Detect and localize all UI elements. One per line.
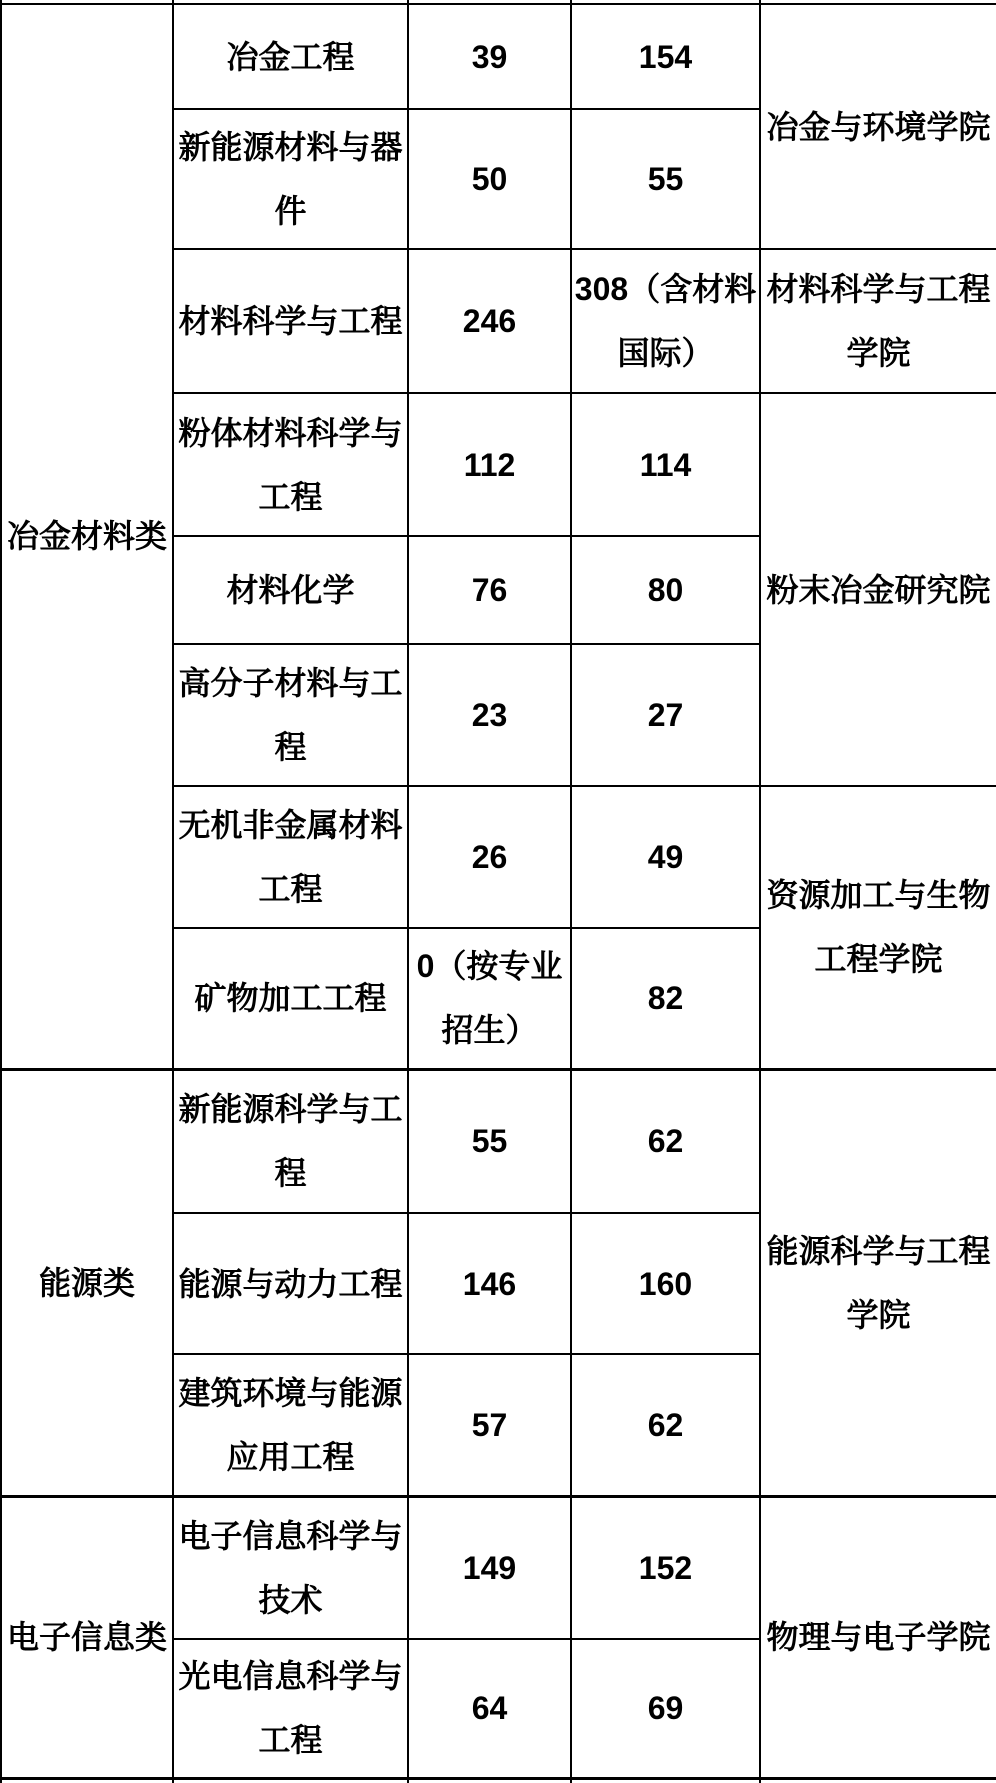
college-cell: 能源科学与工程学院	[760, 1069, 996, 1496]
major-cell: 新能源科学与工程	[173, 1069, 408, 1213]
cutoff-cell	[173, 1778, 408, 1783]
value1-cell: 57	[408, 1354, 571, 1496]
value1-cell: 39	[408, 4, 571, 109]
major-cell: 高分子材料与工程	[173, 644, 408, 786]
value2-cell: 62	[571, 1354, 760, 1496]
cutoff-cell	[571, 1778, 760, 1783]
value2-cell: 69	[571, 1639, 760, 1778]
value1-cell: 0（按专业招生）	[408, 928, 571, 1069]
major-cell: 无机非金属材料工程	[173, 786, 408, 928]
value2-cell: 80	[571, 536, 760, 644]
college-cell: 材料科学与工程学院	[760, 249, 996, 393]
cutoff-cell	[760, 1778, 996, 1783]
college-cell: 冶金与环境学院	[760, 4, 996, 249]
value2-cell: 154	[571, 4, 760, 109]
category-cell: 冶金材料类	[1, 4, 173, 1069]
category-cell: 电子信息类	[1, 1496, 173, 1778]
table-row	[1, 1496, 996, 1639]
table-row-cutoff-bottom	[1, 1778, 996, 1783]
value1-cell: 23	[408, 644, 571, 786]
major-cell: 矿物加工工程	[173, 928, 408, 1069]
major-cell: 光电信息科学与工程	[173, 1639, 408, 1778]
major-cell: 新能源材料与器件	[173, 109, 408, 249]
value1-cell: 149	[408, 1496, 571, 1639]
major-cell: 能源与动力工程	[173, 1213, 408, 1354]
value2-cell: 82	[571, 928, 760, 1069]
major-cell: 电子信息科学与技术	[173, 1496, 408, 1639]
value1-cell: 76	[408, 536, 571, 644]
table-row	[1, 4, 996, 109]
value2-cell: 114	[571, 393, 760, 536]
category-cell: 能源类	[1, 1069, 173, 1496]
major-cell: 建筑环境与能源应用工程	[173, 1354, 408, 1496]
college-cell: 物理与电子学院	[760, 1496, 996, 1778]
college-cell: 资源加工与生物工程学院	[760, 786, 996, 1069]
value2-cell: 49	[571, 786, 760, 928]
value1-cell: 146	[408, 1213, 571, 1354]
value1-cell: 64	[408, 1639, 571, 1778]
cutoff-cell	[1, 1778, 173, 1783]
major-cell: 冶金工程	[173, 4, 408, 109]
value2-cell: 62	[571, 1069, 760, 1213]
value2-cell: 152	[571, 1496, 760, 1639]
value2-cell: 160	[571, 1213, 760, 1354]
value1-cell: 55	[408, 1069, 571, 1213]
value2-cell: 308（含材料国际）	[571, 249, 760, 393]
major-cell: 粉体材料科学与工程	[173, 393, 408, 536]
value1-cell: 50	[408, 109, 571, 249]
value1-cell: 112	[408, 393, 571, 536]
table-row	[1, 1069, 996, 1213]
value1-cell: 246	[408, 249, 571, 393]
value1-cell: 26	[408, 786, 571, 928]
value2-cell: 55	[571, 109, 760, 249]
major-cell: 材料化学	[173, 536, 408, 644]
cutoff-cell	[408, 1778, 571, 1783]
major-cell: 材料科学与工程	[173, 249, 408, 393]
value2-cell: 27	[571, 644, 760, 786]
college-cell: 粉末冶金研究院	[760, 393, 996, 786]
